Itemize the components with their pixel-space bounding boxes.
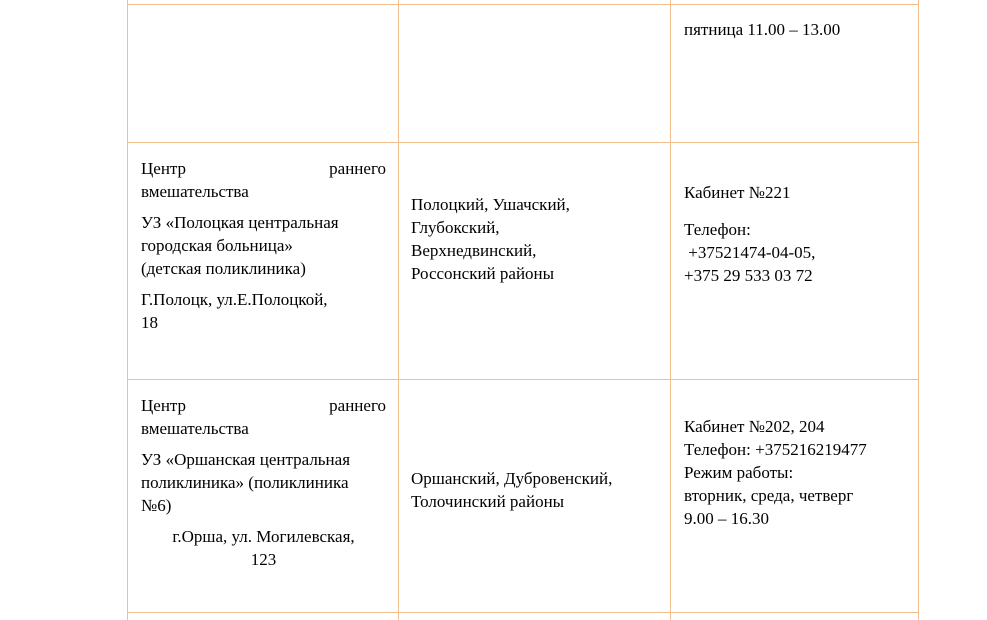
org-name-line3: №6) xyxy=(141,496,172,515)
center-title-line1 xyxy=(141,394,386,417)
table-row-3-center-cell xyxy=(141,394,386,571)
hours-text: пятница 11.00 – 13.00 xyxy=(684,20,841,39)
table-border-left xyxy=(127,0,128,620)
org-name-line1: УЗ «Полоцкая центральная xyxy=(141,213,339,232)
table-row-2-contacts-cell xyxy=(684,181,815,287)
cabinet-text: Кабинет №221 xyxy=(684,183,791,202)
address-line2: 123 xyxy=(250,550,277,569)
table-border-right xyxy=(918,0,919,620)
table-row-2-districts-cell xyxy=(411,193,570,285)
org-name-line2: городская больница» xyxy=(141,236,293,255)
center-title-left: Центр xyxy=(141,159,187,178)
center-title-line1 xyxy=(141,157,386,180)
table-border-top xyxy=(127,4,919,5)
districts-line1: Оршанский, Дубровенский, xyxy=(411,469,613,488)
center-title-right: раннего xyxy=(329,159,386,178)
table-row-3-contacts-cell xyxy=(684,415,867,530)
row-divider-1 xyxy=(127,142,919,143)
table-row-3-districts-cell xyxy=(411,467,612,513)
table-row-1-hours-cell xyxy=(684,18,840,41)
districts-line2: Глубокский, xyxy=(411,218,500,237)
row-divider-2 xyxy=(127,379,919,380)
center-title-line2: вмешательства xyxy=(141,182,249,201)
districts-line1: Полоцкий, Ушачский, xyxy=(411,195,570,214)
center-title-right: раннего xyxy=(329,396,386,415)
districts-line4: Россонский районы xyxy=(411,264,555,283)
table-row-2-center-cell xyxy=(141,157,386,334)
work-days: вторник, среда, четверг xyxy=(684,486,854,505)
phone-label: Телефон: xyxy=(684,220,751,239)
address-line1: г.Орша, ул. Могилевская, xyxy=(172,527,355,546)
org-name-line1: УЗ «Оршанская центральная xyxy=(141,450,351,469)
phone-number-2: +375 29 533 03 72 xyxy=(684,266,813,285)
phone-number-1: +37521474-04-05, xyxy=(684,243,816,262)
address-line2: 18 xyxy=(141,313,158,332)
table-border-col3 xyxy=(670,0,671,620)
districts-line3: Верхнедвинский, xyxy=(411,241,537,260)
cabinet-text: Кабинет №202, 204 xyxy=(684,417,825,436)
center-title-left: Центр xyxy=(141,396,187,415)
phone-text: Телефон: +375216219477 xyxy=(684,440,867,459)
work-mode-label: Режим работы: xyxy=(684,463,794,482)
districts-line2: Толочинский районы xyxy=(411,492,565,511)
org-name-line2: поликлиника» (поликлиника xyxy=(141,473,349,492)
work-hours: 9.00 – 16.30 xyxy=(684,509,769,528)
table-border-col2 xyxy=(398,0,399,620)
address-line1: Г.Полоцк, ул.Е.Полоцкой, xyxy=(141,290,328,309)
center-title-line2: вмешательства xyxy=(141,419,249,438)
org-name-line3: (детская поликлиника) xyxy=(141,259,306,278)
row-divider-3 xyxy=(127,612,919,613)
